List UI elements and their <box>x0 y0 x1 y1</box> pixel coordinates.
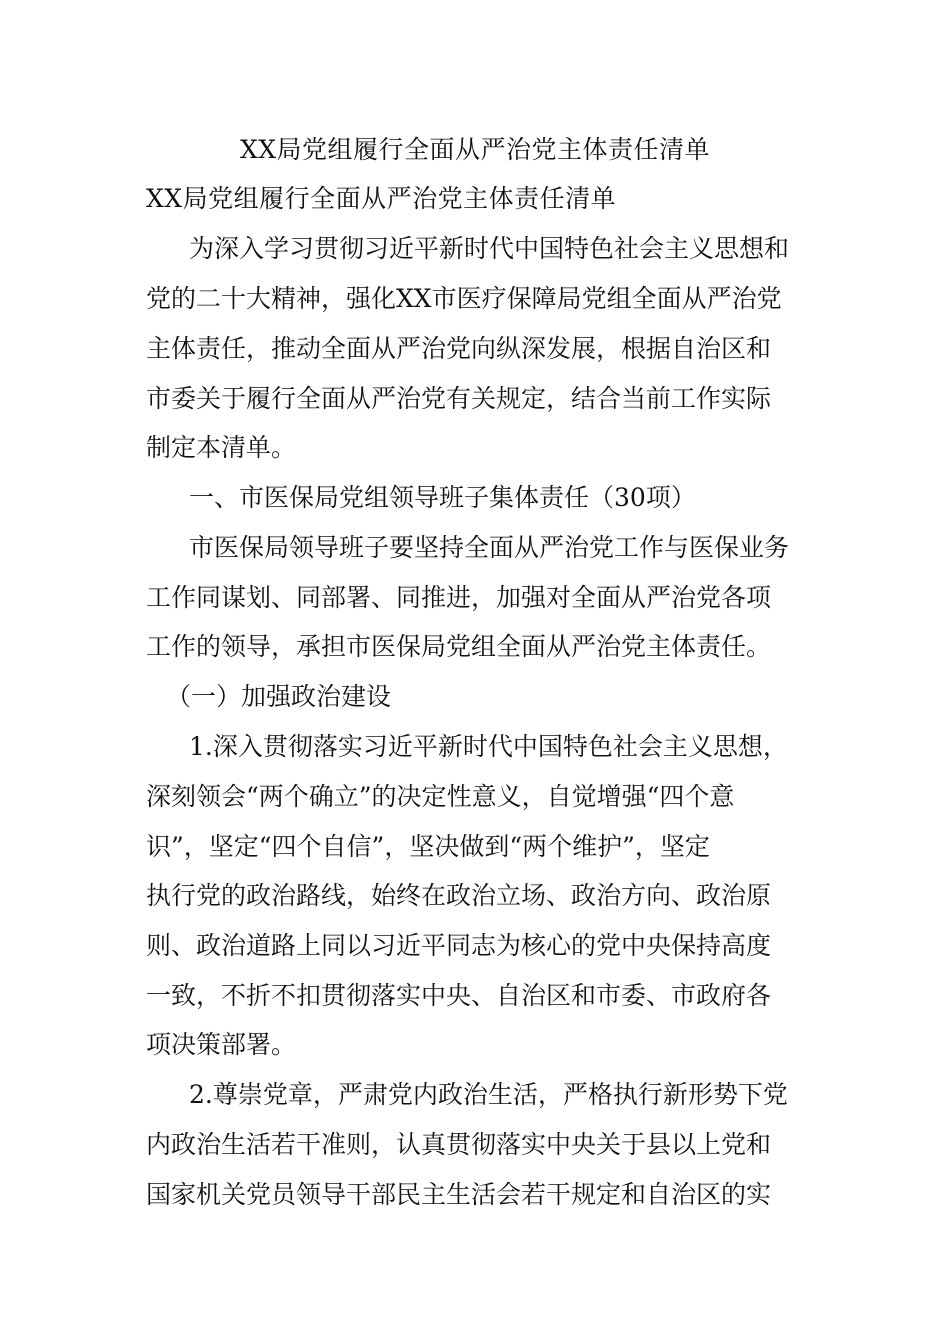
list-item-line: 则、政治道路上同以习近平同志为核心的党中央保持高度 <box>146 931 772 960</box>
list-item-line: 一致，不折不扣贯彻落实中央、自治区和市委、市政府各 <box>146 981 772 1010</box>
list-item-line: 深刻领会“两个确立”的决定性意义，自觉增强“四个意 <box>146 782 735 811</box>
paragraph-line: 党的二十大精神，强化XX市医疗保障局党组全面从严治党 <box>146 284 782 313</box>
list-item-line: 执行党的政治路线，始终在政治立场、政治方向、政治原 <box>146 881 772 910</box>
list-item-line: 2.尊崇党章，严肃党内政治生活，严格执行新形势下党 <box>189 1080 788 1109</box>
subsection-heading: （一）加强政治建设 <box>166 682 392 711</box>
paragraph-line: 市医保局领导班子要坚持全面从严治党工作与医保业务 <box>189 533 790 562</box>
paragraph-line: 市委关于履行全面从严治党有关规定，结合当前工作实际 <box>146 384 772 413</box>
list-item-line: 项决策部署。 <box>146 1030 297 1059</box>
list-item-line: 识”，坚定“四个自信”，坚决做到“两个维护”，坚定 <box>146 832 710 861</box>
paragraph-line: 为深入学习贯彻习近平新时代中国特色社会主义思想和 <box>189 234 790 263</box>
paragraph-line: 工作的领导，承担市医保局党组全面从严治党主体责任。 <box>146 632 772 661</box>
document-title: XX局党组履行全面从严治党主体责任清单 <box>239 135 711 164</box>
section-heading: 一、市医保局党组领导班子集体责任（30项） <box>189 483 696 512</box>
paragraph-line: 制定本清单。 <box>146 433 297 462</box>
paragraph-line: 工作同谋划、同部署、同推进，加强对全面从严治党各项 <box>146 583 772 612</box>
paragraph-line: 主体责任，推动全面从严治党向纵深发展，根据自治区和 <box>146 334 772 363</box>
document-subtitle: XX局党组履行全面从严治党主体责任清单 <box>146 184 617 213</box>
list-item-line: 国家机关党员领导干部民主生活会若干规定和自治区的实 <box>146 1180 772 1209</box>
list-item-line: 内政治生活若干准则，认真贯彻落实中央关于县以上党和 <box>146 1130 772 1159</box>
list-item-line: 1.深入贯彻落实习近平新时代中国特色社会主义思想， <box>189 732 788 761</box>
